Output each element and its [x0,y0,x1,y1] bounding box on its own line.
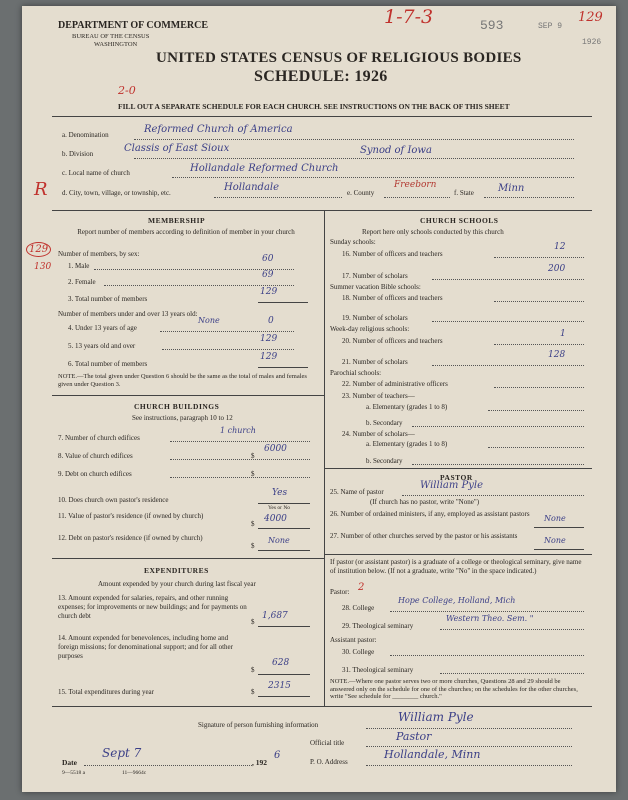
q23b-label: b. Secondary [366,419,403,427]
q8-label: 8. Value of church edifices [58,452,133,460]
q30-line [390,655,584,656]
q29-line [440,629,584,630]
q17-label: 17. Number of scholars [342,272,408,280]
local-name-label: c. Local name of church [62,169,130,177]
q14-value: 628 [272,658,290,668]
q1-label: 1. Male [68,262,90,270]
q16-label: 16. Number of officers and teachers [342,250,443,258]
separate-schedule-instruction: FILL OUT A SEPARATE SCHEDULE FOR EACH CHURCH. SEE INSTRUCTIONS ON THE BACK OF THIS SHEET [118,102,510,111]
pastor-sublabel: Pastor: [330,588,350,596]
date-year-digit: 6 [274,750,281,761]
q29-label: 29. Theological seminary [342,622,414,630]
q19-label: 19. Number of scholars [342,314,408,322]
date-line [84,765,252,766]
q18-label: 18. Number of officers and teachers [342,294,443,302]
q2-value: 69 [262,270,274,280]
top-red-number: 1-7-3 [384,6,434,28]
q26-label: 26. Number of ordained ministers, if any, employed as assistant pastors [330,510,530,518]
q31-line [440,673,584,674]
county-line [384,197,450,198]
q27-value: None [544,536,566,545]
q2-leader [104,285,294,286]
center-divider [324,210,325,706]
pastor-note: NOTE.—Where one pastor serves two or more churches, Questions 28 and 29 should be answered only on the schedule for one of the churches; on the schedules for the other churches, write "See schedule for ________ church." [330,678,578,701]
q26-underline [534,527,584,528]
membership-note: NOTE.—The total given under Question 6 should be the same as the total of males and females given under Question 3. [58,373,307,388]
q8-dollar: $ [251,452,255,460]
classis-value: Classis of East Sioux [124,143,230,154]
state-label: f. State [454,189,474,197]
stamp-date: SEP 9 [538,22,563,31]
q21-leader [432,365,584,366]
q28-value: Hope College, Holland, Mich [398,596,516,605]
schools-heading: CHURCH SCHOOLS [420,216,499,225]
q12-value: None [268,536,290,545]
buildings-subheading: See instructions, paragraph 10 to 12 [132,414,233,422]
q8-leader [170,459,310,460]
corner-red-mark: 129 [578,10,603,25]
q5-label: 5. 13 years old and over [68,342,136,350]
q14-dollar: $ [251,666,255,674]
q1-value: 60 [262,254,274,264]
assistant-pastor-label: Assistant pastor: [330,636,377,644]
q4-value: 0 [268,316,274,326]
synod-value: Synod of Iowa [360,145,432,156]
q22-label: 22. Number of administrative officers [342,380,448,388]
q12-underline [258,550,310,551]
under-over-label: Number of members under and over 13 years old: [58,310,198,318]
q3-label: 3. Total number of members [68,295,148,303]
q5-value: 129 [260,334,278,344]
q7-label: 7. Number of church edifices [58,434,140,442]
q20-value: 1 [560,329,566,339]
q15-underline [258,696,310,697]
q14-underline [258,674,310,675]
expenditures-subheading: Amount expended by your church during last fiscal year [98,580,256,588]
q28-line [390,611,584,612]
q11-dollar: $ [251,520,255,528]
section-rule-top [52,210,592,211]
q25-line [402,495,584,496]
members-by-sex-label: Number of members, by sex: [58,250,140,258]
q27-underline [534,549,584,550]
schools-subheading: Report here only schools conducted by this church [362,228,504,236]
r-mark: R [34,179,48,200]
summer-label: Summer vacation Bible schools: [330,283,421,291]
buildings-heading: CHURCH BUILDINGS [134,402,220,411]
section-rule-bottom [52,706,592,707]
form-subtitle: SCHEDULE: 1926 [254,68,388,85]
membership-heading: MEMBERSHIP [148,216,206,225]
official-title-line [366,746,572,747]
q6-label: 6. Total number of members [68,360,148,368]
q25-note: (If church has no pastor, write "None") [370,498,480,506]
q16-value: 12 [554,242,566,252]
q2-label: 2. Female [68,278,96,286]
pastor-rule [324,554,592,555]
q6-value: 129 [260,352,278,362]
signature-line [366,728,572,729]
form-code-1: 9—5518 a [62,770,86,776]
q4-leader [160,331,294,332]
q15-dollar: $ [251,688,255,696]
membership-subheading: Report number of members according to definition of member in your church [77,228,295,236]
state-line [484,197,574,198]
q10-label: 10. Does church own pastor's residence [58,496,169,504]
q29-value: Western Theo. Sem. " [446,614,534,623]
left-red-code: 2-0 [118,84,136,97]
sunday-label: Sunday schools: [330,238,376,246]
q4-note: None [198,316,220,325]
official-title-label: Official title [310,739,345,747]
q23a-label: a. Elementary (grades 1 to 8) [366,403,448,411]
state-value: Minn [498,183,525,194]
q9-dollar: $ [251,470,255,478]
form-title: UNITED STATES CENSUS OF RELIGIOUS BODIES [156,50,522,66]
po-address-line [366,765,572,766]
census-schedule-sheet [22,6,616,792]
expenditures-heading: EXPENDITURES [144,566,209,575]
city-line [214,197,342,198]
q24a-leader [488,447,584,448]
q11-label: 11. Value of pastor's residence (if owned by church) [58,512,204,520]
q5-leader [162,349,294,350]
q10-value: Yes [272,488,288,498]
q16-leader [494,257,584,258]
q8-value: 6000 [264,444,287,454]
bureau-city: WASHINGTON [94,41,138,48]
q15-value: 2315 [268,681,291,691]
q4-label: 4. Under 13 years of age [68,324,137,332]
q14-label: 14. Amount expended for benevolences, including home and foreign missions; for denominational support; and for all other purposes [58,634,233,660]
q20-label: 20. Number of officers and teachers [342,337,443,345]
q19-leader [432,321,584,322]
q28-label: 28. College [342,604,375,612]
q21-label: 21. Number of scholars [342,358,408,366]
form-code-2: 11—9664c [122,770,147,776]
q31-label: 31. Theological seminary [342,666,414,674]
local-name-value: Hollandale Reformed Church [190,163,339,174]
division-line [134,158,574,159]
denomination-value: Reformed Church of America [144,124,293,135]
weekday-label: Week-day religious schools: [330,325,410,333]
q24b-label: b. Secondary [366,457,403,465]
q30-label: 30. College [342,648,375,656]
q23b-leader [412,426,584,427]
denomination-label: a. Denomination [62,131,109,139]
q13-label: 13. Amount expended for salaries, repairs, and other running expenses; for improvements or new buildings; and for payments on church debt [58,594,247,620]
parochial-label: Parochial schools: [330,369,382,377]
stamp-number: 593 [480,18,504,33]
bureau-name: BUREAU OF THE CENSUS [72,33,150,40]
q6-underline [258,367,308,368]
q9-leader [170,477,310,478]
po-address-label: P. O. Address [310,758,348,766]
q13-dollar: $ [251,618,255,626]
q7-leader [170,441,310,442]
q21-value: 128 [548,350,566,360]
q22-leader [494,387,584,388]
department-name: DEPARTMENT OF COMMERCE [58,20,209,31]
signature-value: William Pyle [398,710,474,724]
q13-underline [258,626,310,627]
q7-value: 1 church [220,426,256,435]
q25-label: 25. Name of pastor [330,488,384,496]
q17-value: 200 [548,264,566,274]
city-value: Hollandale [224,182,280,193]
q13-value: 1,687 [262,611,288,621]
pastor-red-mark: 2 [358,582,365,593]
q27-label: 27. Number of other churches served by the pastor or his assistants [330,532,518,540]
division-label: b. Division [62,150,94,158]
q17-leader [432,279,584,280]
membership-rule [52,395,324,396]
graduate-note: If pastor (or assistant pastor) is a graduate of a college or theological seminary, give name of institution below. (If not a graduate, write "No" in the space indicated.) [330,558,582,575]
q15-label: 15. Total expenditures during year [58,688,154,696]
q11-underline [258,528,310,529]
q3-value: 129 [260,287,278,297]
buildings-rule [52,558,324,559]
side-count: 130 [34,262,52,272]
official-title-value: Pastor [396,730,432,743]
denomination-line [134,139,574,140]
q24b-leader [412,464,584,465]
header-rule [52,116,592,117]
pastor-heading: PASTOR [440,473,473,482]
date-year-prefix: , 192 [252,758,267,767]
q23-label: 23. Number of teachers— [342,392,415,400]
county-label: e. County [347,189,375,197]
date-value: Sept 7 [102,746,142,760]
q26-value: None [544,514,566,523]
city-label: d. City, town, village, or township, etc. [62,189,171,197]
date-label: Date [62,758,77,767]
q12-label: 12. Debt on pastor's residence (if owned by church) [58,534,203,542]
schools-rule [324,468,592,469]
po-address-value: Hollandale, Minn [384,748,481,761]
q20-leader [494,344,584,345]
q23a-leader [488,410,584,411]
local-name-line [172,177,574,178]
county-value: Freeborn [394,180,437,190]
q24a-label: a. Elementary (grades 1 to 8) [366,440,448,448]
q18-leader [494,301,584,302]
q24-label: 24. Number of scholars— [342,430,415,438]
q11-value: 4000 [264,514,287,524]
circled-count: 129 [26,242,51,257]
q10-underline [258,503,310,504]
q9-label: 9. Debt on church edifices [58,470,132,478]
stamp-year: 1926 [582,38,602,47]
q25-value: William Pyle [420,480,484,491]
signature-label: Signature of person furnishing information [198,721,319,729]
q12-dollar: $ [251,542,255,550]
yes-or-no-hint: Yes or No [268,505,291,511]
q3-underline [258,302,308,303]
